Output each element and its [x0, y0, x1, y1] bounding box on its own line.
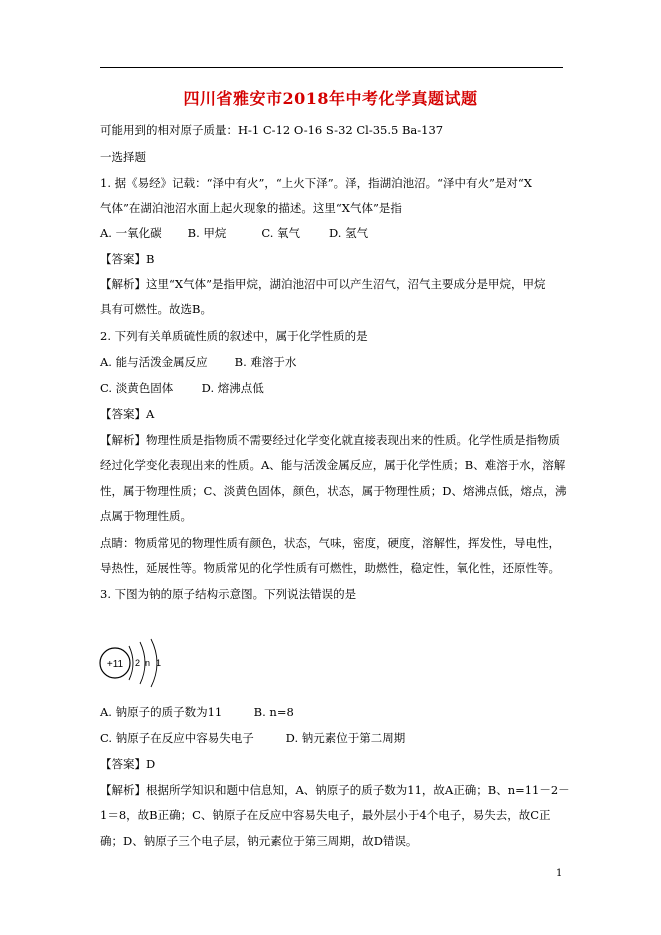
q3-analysis-line-2: 1＝8，故B正确；C、钠原子在反应中容易失电子，最外层小于4个电子，易失去，故C正 [100, 808, 551, 822]
q2-options-row-1 [100, 355, 296, 370]
q2-analysis-line-4: 点属于物理性质。 [100, 509, 192, 523]
atomic-masses-line: 可能用到的相对原子质量：H-1 C-12 O-16 S-32 Cl-35.5 Ba-137 [100, 123, 444, 137]
shell-2-electrons: n [145, 658, 151, 668]
q1-option-b: B. 甲烷 [187, 226, 227, 240]
header-rule [100, 67, 563, 68]
q3-stem: 3. 下图为钠的原子结构示意图。下列说法错误的是 [100, 587, 357, 601]
q1-analysis-line-2: 具有可燃性。故选B。 [100, 302, 212, 316]
q1-option-a: A. 一氧化碳 [100, 226, 162, 240]
q2-tip-line-2: 导热性，延展性等。物质常见的化学性质有可燃性，助燃性，稳定性，氧化性，还原性等。 [100, 561, 560, 575]
sodium-atom-diagram [99, 636, 169, 690]
section-label: 一选择题 [100, 150, 146, 164]
q3-option-d: D. 钠元素位于第二周期 [285, 731, 406, 745]
q1-answer: 【答案】B [100, 252, 155, 266]
shell-3-electrons: 1 [156, 658, 162, 668]
q1-stem-line-2: 气体”在湖泊池沼水面上起火现象的描述。这里“X气体”是指 [100, 201, 402, 215]
q1-option-c: C. 氧气 [261, 226, 301, 240]
shell-1-electrons: 2 [135, 658, 141, 668]
q2-option-d: D. 熔沸点低 [201, 381, 264, 395]
page-title: 四川省雅安市2018年中考化学真题试题 [183, 89, 478, 108]
q2-option-a: A. 能与活泼金属反应 [100, 355, 208, 369]
q2-analysis-line-2: 经过化学变化表现出来的性质。A、能与活泼金属反应，属于化学性质；B、难溶于水，溶解 [100, 458, 566, 472]
q3-option-a: A. 钠原子的质子数为11 [100, 705, 223, 719]
q2-options-row-2 [100, 381, 264, 396]
q2-tip-line-1: 点睛：物质常见的物理性质有颜色，状态，气味，密度，硬度，溶解性，挥发性，导电性， [100, 536, 560, 550]
q1-option-d: D. 氢气 [328, 226, 369, 240]
nucleus-charge-label: +11 [106, 659, 124, 670]
q2-stem: 2. 下列有关单质硫性质的叙述中，属于化学性质的是 [100, 329, 368, 343]
q2-option-c: C. 淡黄色固体 [100, 381, 174, 395]
q2-answer: 【答案】A [100, 407, 155, 421]
q1-options [100, 226, 368, 241]
q1-stem-line-1: 1. 据《易经》记载：“泽中有火”，“上火下泽”。泽，指湖泊池沼。“泽中有火”是对“X [100, 176, 532, 190]
q2-option-b: B. 难溶于水 [234, 355, 297, 369]
q2-analysis-line-1: 【解析】物理性质是指物质不需要经过化学变化就直接表现出来的性质。化学性质是指物质 [100, 433, 560, 447]
q3-options-row-2 [100, 731, 405, 746]
q3-options-row-1 [100, 705, 294, 720]
q2-analysis-line-3: 性，属于物理性质；C、淡黄色固体，颜色，状态，属于物理性质；D、熔沸点低，熔点，沸 [100, 484, 567, 498]
q3-option-b: B. n=8 [253, 705, 294, 719]
q1-analysis-line-1: 【解析】这里“X气体”是指甲烷，湖泊池沼中可以产生沼气，沼气主要成分是甲烷，甲烷 [100, 277, 546, 291]
q3-option-c: C. 钠原子在反应中容易失电子 [100, 731, 254, 745]
q3-answer: 【答案】D [100, 757, 156, 771]
q3-analysis-line-1: 【解析】根据所学知识和题中信息知，A、钠原子的质子数为11，故A正确；B、n=11－2－ [100, 783, 570, 797]
q3-analysis-line-3: 确；D、钠原子三个电子层，钠元素位于第三周期，故D错误。 [100, 834, 418, 848]
page-number: 1 [556, 868, 563, 879]
